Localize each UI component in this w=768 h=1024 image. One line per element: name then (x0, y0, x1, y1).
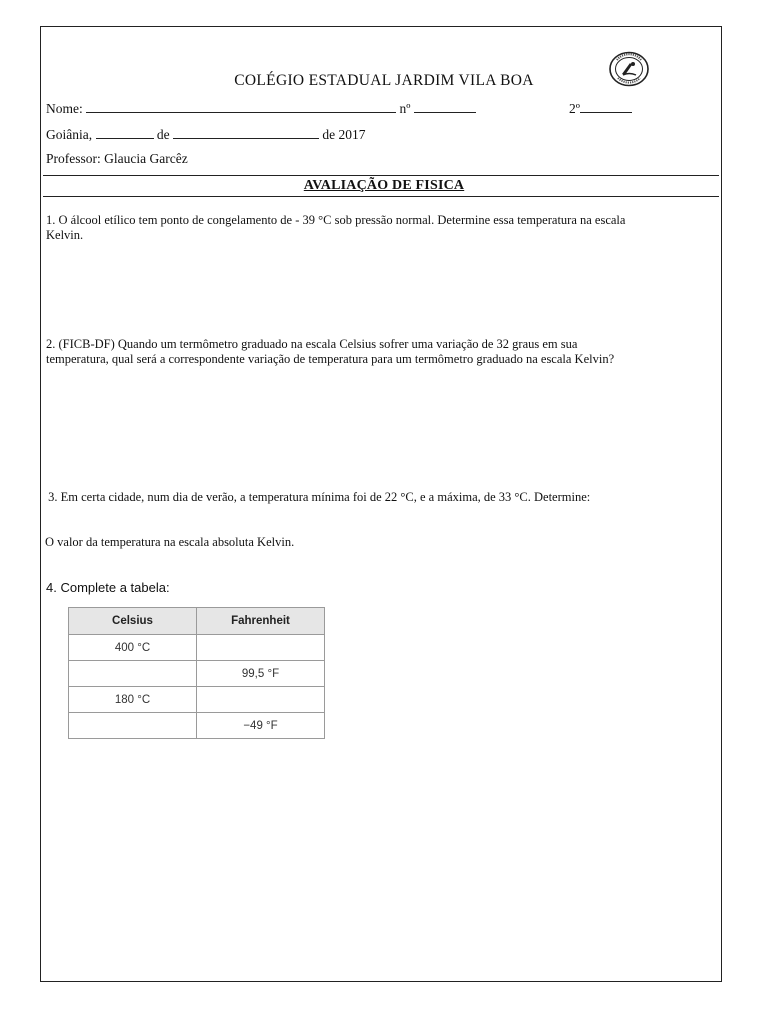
table-row (69, 713, 325, 739)
table-cell[interactable] (197, 687, 325, 713)
question-3-line-1: 3. Em certa cidade, num dia de verão, a temperatura mínima foi de 22 °C, e a máxima, de 33 °C. Determine: (45, 490, 591, 504)
day-blank[interactable] (96, 126, 154, 139)
grade-line (569, 100, 632, 117)
name-label: Nome: (46, 101, 83, 116)
month-blank[interactable] (173, 126, 319, 139)
table-cell[interactable] (69, 661, 197, 687)
header-celsius: Celsius (69, 608, 197, 635)
grade-label: 2º (569, 101, 580, 116)
city-label: Goiânia, (46, 127, 93, 142)
number-label: nº (399, 101, 411, 116)
de-label-1: de (156, 127, 170, 142)
table-row (69, 687, 325, 713)
table-cell[interactable] (69, 713, 197, 739)
question-2-line-1: 2. (FICB-DF) Quando um termômetro graduado na escala Celsius sofrer uma variação de 32 graus em sua (46, 337, 578, 351)
table-cell: 99,5 °F (197, 661, 325, 687)
grade-blank[interactable] (580, 100, 632, 113)
question-1-line-1: 1. O álcool etílico tem ponto de congelamento de - 39 °C sob pressão normal. Determine essa temperatura na escala (46, 213, 626, 227)
teacher-line: Professor: Glaucia Garcêz (46, 151, 188, 166)
question-1-line-2: Kelvin. (46, 228, 84, 242)
exam-title-text: AVALIAÇÃO DE FISICA (303, 178, 465, 193)
question-2 (46, 337, 726, 367)
question-2-line-2: temperatura, qual será a correspondente variação de temperatura para um termômetro graduado na escala Kelvin? (46, 352, 615, 366)
date-line (46, 126, 366, 143)
table-cell: 400 °C (69, 635, 197, 661)
question-1 (46, 213, 726, 243)
conversion-table (68, 607, 325, 739)
de-label-2: de 2017 (322, 127, 366, 142)
table-cell: −49 °F (197, 713, 325, 739)
question-3 (45, 460, 725, 565)
number-blank[interactable] (414, 100, 476, 113)
table-row (69, 635, 325, 661)
table-header-row (69, 608, 325, 635)
divider-top (43, 175, 719, 176)
header-fahrenheit: Fahrenheit (197, 608, 325, 635)
divider-bottom (43, 196, 719, 197)
exam-title (0, 178, 768, 194)
question-4: 4. Complete a tabela: (46, 580, 170, 595)
question-3-line-2: O valor da temperatura na escala absoluta Kelvin. (45, 535, 295, 549)
table-row (69, 661, 325, 687)
table-cell: 180 °C (69, 687, 197, 713)
school-name: COLÉGIO ESTADUAL JARDIM VILA BOA (234, 72, 534, 89)
name-blank[interactable] (86, 100, 396, 113)
table-cell[interactable] (197, 635, 325, 661)
name-line (46, 100, 476, 117)
